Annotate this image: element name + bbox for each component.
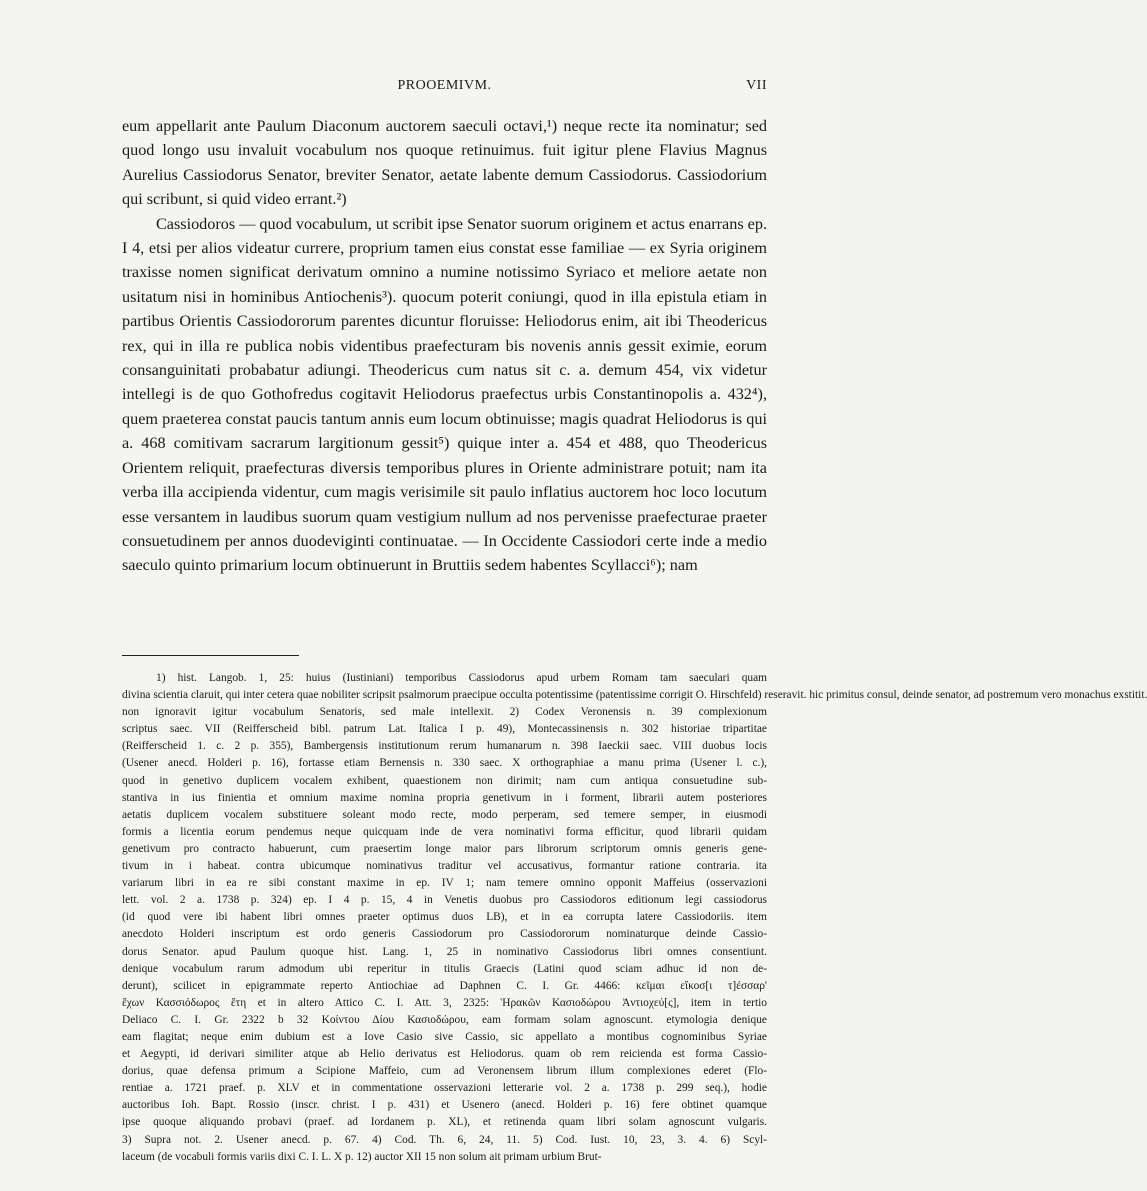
footnote-line: stantiva in ius finientia et omnium maxime nomina propria genetivum in i forment, librarii autem posteriores (122, 791, 767, 804)
footnote-line: rentiae a. 1721 praef. p. XLV et in commentatione osservazioni letterarie vol. 2 a. 1738 p. 299 seq.), hodie (122, 1082, 767, 1095)
footnote-line: formis a licentia eorum pendemus neque quicquam inde de vera nominativi forma efficitur, quod librarii quidam (122, 825, 767, 838)
footnote-line: divina scientia claruit, qui inter cetera quae nobiliter scripsit psalmorum praecipue occulta potentissime (patentissime corrigit O. Hirschfeld) reseravit. hic primitus consul, deinde senator, ad postremum vero monachus exstitit. (122, 689, 1147, 702)
footnote-line: anecdoto Holderi inscriptum est ordo generis Cassiodorum pro Cassiodororum nominaturque deinde Cassio- (122, 928, 767, 941)
body-paragraph: eum appellarit ante Paulum Diaconum auctorem saeculi octavi,¹) neque recte ita nominatur; sed quod longo usu invaluit vocabulum nos quoque retinuimus. fuit igitur plene Flavius Magnus Aurelius Cassiodorus Senator, breviter Senator, aetate labente demum Cassiodorus. Cassiodorium qui scribunt, si quid video errant.²) (122, 117, 767, 209)
footnote-line: denique vocabulum rarum admodum ubi reperitur in titulis Graecis (Latini quod sciam adhuc id non de- (122, 962, 767, 975)
page-number: VII (746, 78, 767, 93)
footnote-line: non ignoravit igitur vocabulum Senatoris, sed male intellexit. 2) Codex Veronensis n. 39 complexionum (122, 706, 767, 719)
footnote-line: dorius, quae defensa primum a Scipione Maffeio, cum ad Veronensem librum illum complexiones ederet (Flo- (122, 1065, 767, 1078)
footnote-line: ἔχων Κασσιόδωρος ἔτη et in altero Attico C. I. Att. 3, 2325: Ἡρακῶν Κασιοδώρου Ἀντιοχεύ[ς], item in tertio (122, 996, 767, 1009)
footnote-line: aetatis duplicem vocalem substituere soleant modo recte, modo perperam, sed temere semper, in eiusmodi (122, 808, 767, 821)
footnote-line: 3) Supra not. 2. Usener anecd. p. 67. 4) Cod. Th. 6, 24, 11. 5) Cod. Iust. 10, 23, 3. 4. 6) Scyl- (122, 1133, 767, 1146)
footnote-line: tivum in i habeat. contra ubicumque nominativus traditur vel accusativus, formantur ratione contraria. ita (122, 860, 767, 873)
main-text (122, 114, 767, 578)
footnote-line: derunt), scilicet in epigrammate reperto Antiochiae ad Daphnen C. I. Gr. 4466: κεῖμαι εἴκοσ[ι τ]έσσαρ' (122, 979, 767, 992)
footnote-line: lett. vol. 2 a. 1738 p. 324) ep. I 4 p. 15, 4 in Venetis duobus pro Cassiodoros editionum legi cassiodorus (122, 894, 767, 907)
footnote-line: genetivum pro contracto habuerunt, cum praesertim longe maior pars librorum scriptorum omnis generis gene- (122, 842, 767, 855)
footnote-line: eam flagitat; neque enim dubium est a Iove Casio sive Cassio, sic appellato a montibus cognominibus Syriae (122, 1030, 767, 1043)
footnote-line: scriptus saec. VII (Reifferscheid bibl. patrum Lat. Italica I p. 49), Montecassinensis n. 302 historiae tripartitae (122, 723, 767, 736)
running-header (122, 78, 767, 98)
footnote-line: variarum libri in ea re sibi constant maxime in ep. IV 1; nam temere omnino opponit Maffeius (osservazioni (122, 877, 767, 890)
footnote-line: (Reifferscheid 1. c. 2 p. 355), Bambergensis institutionum rerum humanarum n. 398 Iaeckii saec. VIII duobus locis (122, 740, 767, 753)
footnote-separator (122, 655, 299, 656)
footnote-line: ipse quoque aliquando probavi (praef. ad Iordanem p. XL), et retinenda quam libri solam agnoscunt vulgaris. (122, 1116, 767, 1129)
footnote-line: (id quod vere ibi habent libri omnes praeter optimus duos LB), et in ea corrupta latere Cassiodoriis. item (122, 911, 767, 924)
footnote-line: auctoribus Ioh. Bapt. Rossio (inscr. christ. I p. 431) et Usenero (anecd. Holderi p. 16) fere obtinet quamque (122, 1099, 767, 1112)
footnote-line: 1) hist. Langob. 1, 25: huius (Iustiniani) temporibus Cassiodorus apud urbem Romam tam saeculari quam (156, 672, 767, 684)
body-paragraph: Cassiodoros — quod vocabulum, ut scribit ipse Senator suorum originem et actus enarrans ep. I 4, etsi per alios videatur currere, proprium tamen eius constat esse familiae — ex Syria originem traxisse nomen significat derivatum omnino a numine notissimo Syriaco et meliore aetate non usitatum nisi in hominibus Antiochenis³). quocum poterit coniungi, quod in illa epistula etiam in partibus Orientis Cassiodororum parentes dicuntur floruisse: Heliodorus enim, ait ibi Theodericus rex, qui in illa re publica nobis videntibus praefecturam bis novenis annis gessit eximie, eorum consanguinitati probabatur adiungi. Theodericus cum natus sit c. a. demum 454, vix videtur intellegi is de quo Gothofredus cogitavit Heliodorus praefectus urbis Constantinopolis a. 432⁴), quem praeterea constat paucis tantum annis eum locum obtinuisse; magis quadrat Heliodorus is qui a. 468 comitivam sacrarum largitionum gessit⁵) quique inter a. 454 et 488, quo Theodericus Orientem reliquit, praefecturas diversis temporibus plures in Oriente administrare potuit; nam ita verba illa accipienda videntur, cum magis verisimile sit paulo inflatius auctorem hoc loco locutum esse versantem in laudibus suorum quam vestigium nullum ad nos pervenisse praefecturae praeter consuetudinem per annos duodeviginti continuatae. — In Occidente Cassiodori certe inde a medio saeculo quinto primarium locum obtinuerunt in Bruttiis sedem habentes Scyllacci⁶); nam (122, 214, 767, 575)
footnote-line: dorus Senator. apud Paulum quoque hist. Lang. 1, 25 in nominativo Cassiodorus libri omnes consentiunt. (122, 945, 767, 958)
footnote-line: laceum (de vocabuli formis variis dixi C. I. L. X p. 12) auctor XII 15 non solum ait primam urbium Brut- (122, 1150, 602, 1163)
page-title: PROOEMIVM. (397, 78, 492, 93)
footnote-line: quod in genetivo duplicem vocalem exhibent, quaestionem non dirimit; nam cum antiqua consuetudine sub- (122, 774, 767, 787)
footnotes (122, 670, 1147, 1166)
footnote-line: (Usener anecd. Holderi p. 16), fortasse etiam Bernensis n. 330 saec. X orthographiae a manu prima (Usener l. c.), (122, 757, 767, 770)
footnote-line: et Aegypti, id derivari similiter atque ab Helio derivatus est Heliodorus. quam ob rem reicienda est forma Cassio- (122, 1048, 767, 1061)
footnote-line: Deliaco C. I. Gr. 2322 b 32 Κοίντου Δίου Κασιοδώρου, eam formam solam agnoscunt. etymologia denique (122, 1013, 767, 1026)
